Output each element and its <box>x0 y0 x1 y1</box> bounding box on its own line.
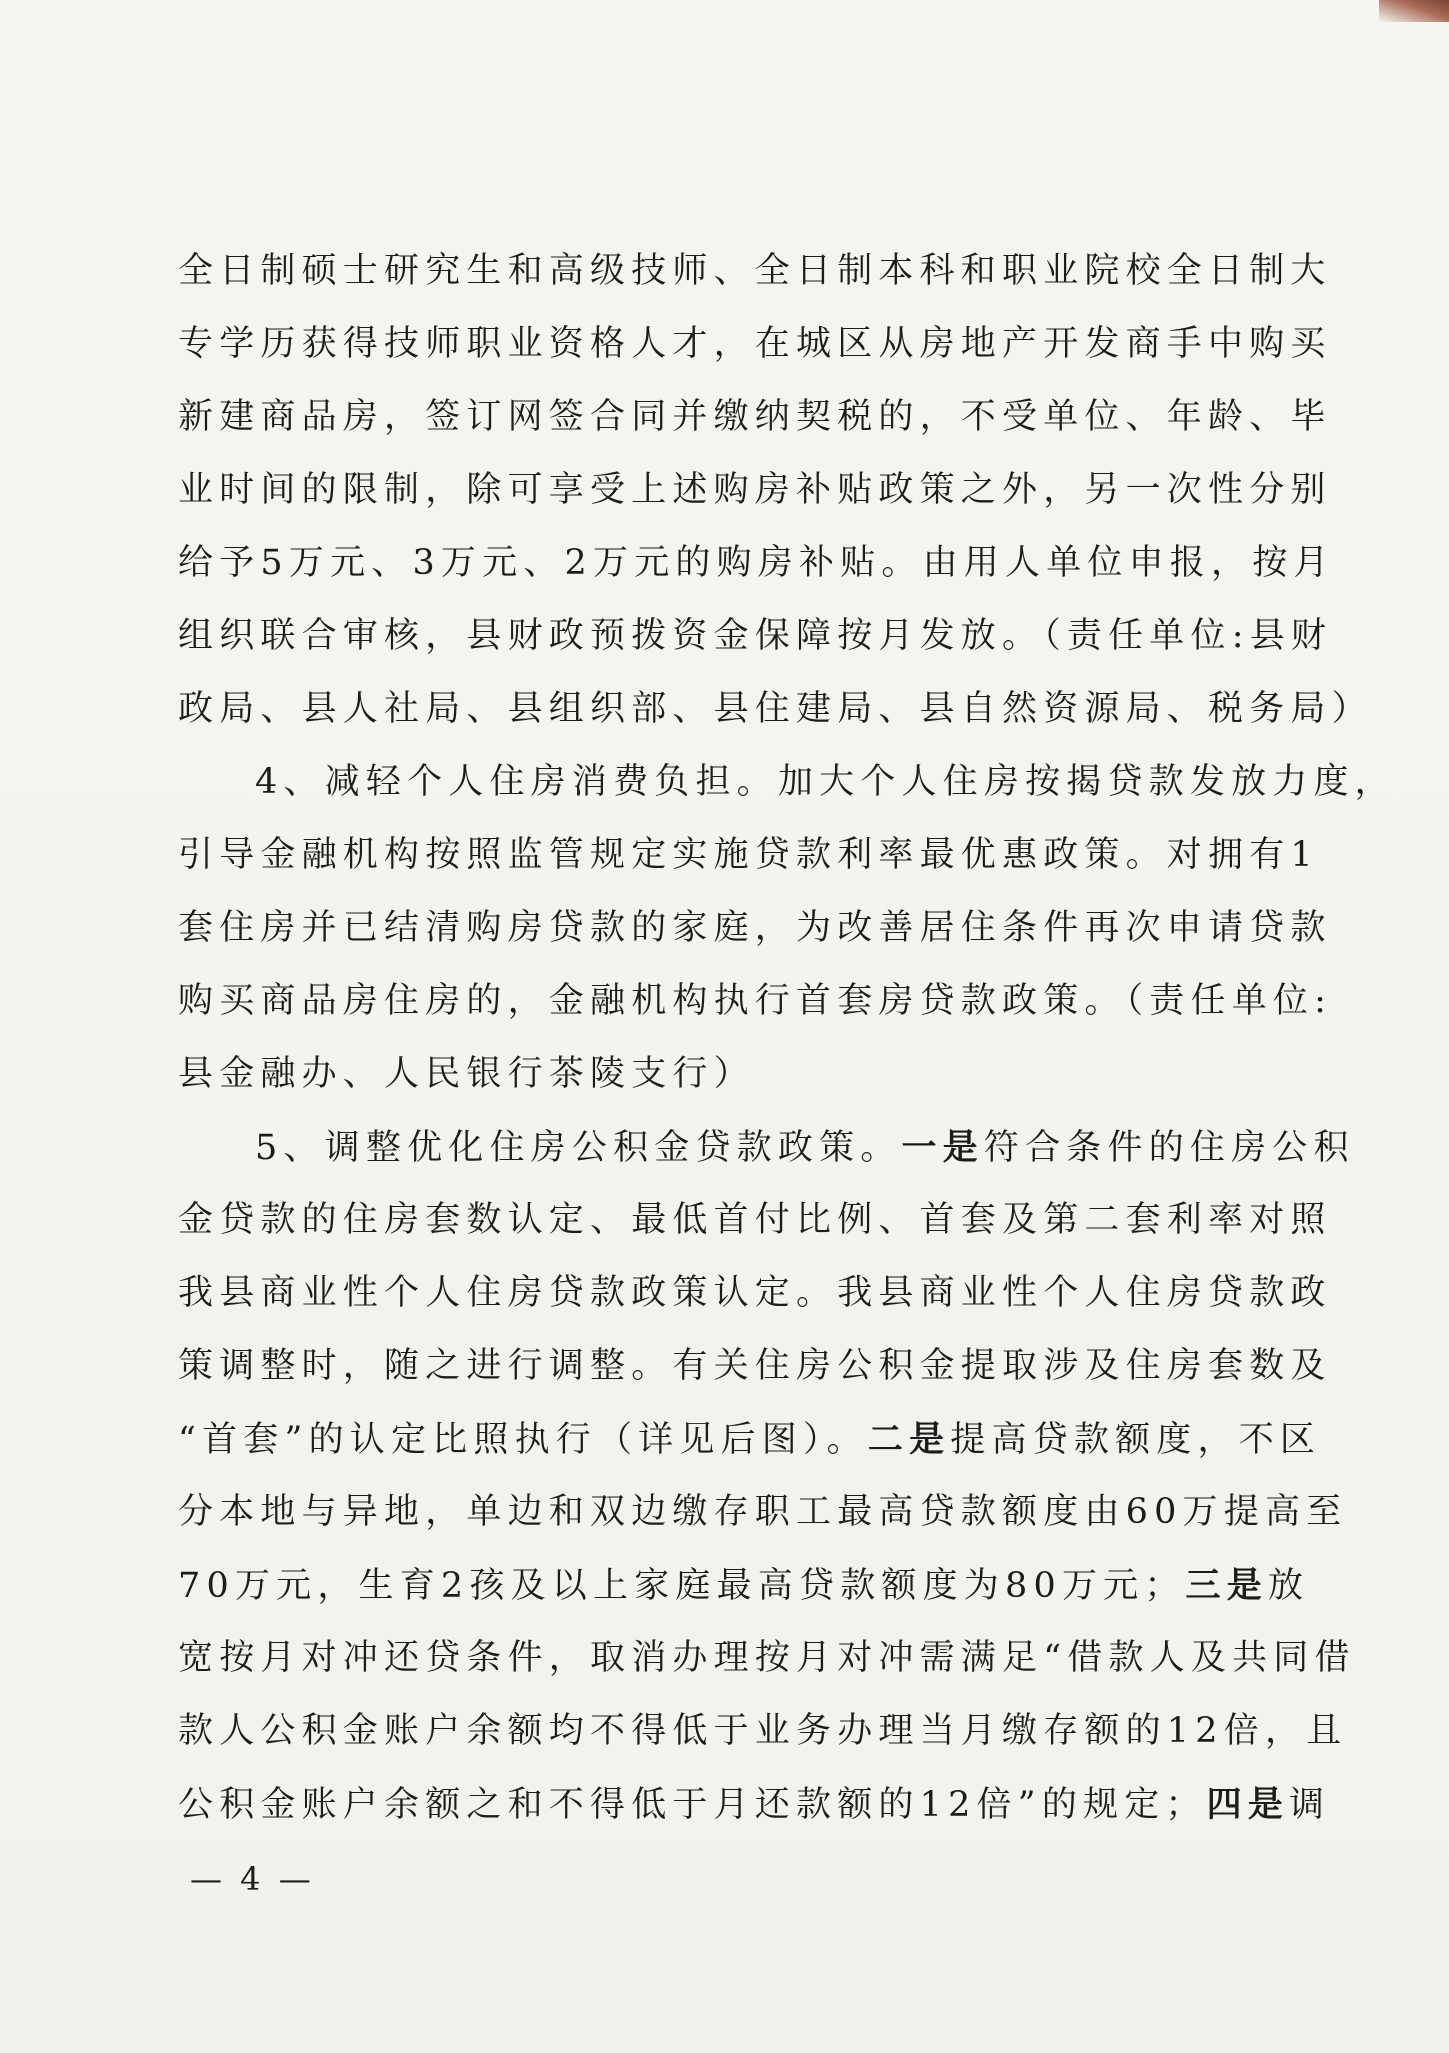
bold-text-segment: 二是 <box>867 1419 951 1460</box>
text-segment: 宽按月对冲还贷条件，取消办理按月对冲需满足“借款人及共同借 <box>178 1638 1356 1678</box>
text-segment: 公积金账户余额之和不得低于月还款额的12倍”的规定； <box>178 1785 1207 1825</box>
text-line <box>178 819 1319 892</box>
bold-text-segment: 三是 <box>1185 1565 1268 1606</box>
text-segment: 县金融办、人民银行茶陵支行） <box>178 1054 755 1094</box>
text-segment: 套住房并已结清购房贷款的家庭，为改善居住条件再次申请贷款 <box>178 908 1332 948</box>
text-line <box>178 1038 1288 1111</box>
text-segment: 专学历获得技师职业资格人才，在城区从房地产开发商手中购买 <box>178 324 1332 364</box>
text-line <box>178 1476 1348 1549</box>
text-line <box>178 1184 1332 1257</box>
text-line <box>178 746 1396 819</box>
text-segment: 引导金融机构按照监管规定实施贷款利率最优惠政策。对拥有1 <box>178 835 1319 875</box>
text-line <box>178 892 1332 965</box>
text-segment: 给予5万元、3万元、2万元的购房补贴。由用人单位申报，按月 <box>178 543 1335 583</box>
bold-text-segment: 四是 <box>1206 1784 1290 1825</box>
text-segment: 全日制硕士研究生和高级技师、全日制本科和职业院校全日制大 <box>178 251 1332 291</box>
text-segment: 我县商业性个人住房贷款政策认定。我县商业性个人住房贷款政 <box>178 1273 1332 1313</box>
text-segment: 购买商品房住房的，金融机构执行首套房贷款政策。（责任单位: <box>178 981 1333 1021</box>
text-segment: 符合条件的住房公积 <box>983 1128 1355 1168</box>
text-segment: “首套”的认定比照执行（详见后图）。 <box>178 1420 868 1460</box>
text-segment: 5、调整优化住房公积金贷款政策。 <box>255 1128 902 1168</box>
text-segment: 款人公积金账户余额均不得低于业务办理当月缴存额的12倍，且 <box>178 1711 1348 1751</box>
text-line <box>178 673 1373 746</box>
document-body <box>178 235 1396 1841</box>
text-line <box>178 381 1332 454</box>
text-segment: 组织联合审核，县财政预拨资金保障按月发放。（责任单位:县财 <box>178 616 1333 656</box>
text-line <box>178 1695 1348 1768</box>
text-line <box>178 1111 1355 1184</box>
text-line <box>178 1549 1310 1622</box>
text-line <box>178 1330 1332 1403</box>
text-line <box>178 235 1332 308</box>
page-corner-shadow <box>1379 0 1449 22</box>
text-line <box>178 308 1332 381</box>
text-line <box>178 1768 1331 1841</box>
text-segment: 政局、县人社局、县组织部、县住建局、县自然资源局、税务局） <box>178 689 1373 729</box>
text-line <box>178 1257 1332 1330</box>
text-segment: 分本地与异地，单边和双边缴存职工最高贷款额度由60万提高至 <box>178 1492 1348 1532</box>
text-line <box>178 600 1333 673</box>
bold-text-segment: 一是 <box>901 1127 984 1168</box>
text-line <box>178 1622 1356 1695</box>
text-segment: 金贷款的住房套数认定、最低首付比例、首套及第二套利率对照 <box>178 1200 1332 1240</box>
text-segment: 调 <box>1289 1785 1331 1825</box>
page-number: — 4 — <box>190 1860 315 1898</box>
text-segment: 4、减轻个人住房消费负担。加大个人住房按揭贷款发放力度， <box>255 762 1396 802</box>
text-line <box>178 527 1335 600</box>
text-segment: 提高贷款额度，不区 <box>950 1420 1322 1460</box>
text-line <box>178 965 1333 1038</box>
text-segment: 策调整时，随之进行调整。有关住房公积金提取涉及住房套数及 <box>178 1346 1332 1386</box>
text-line <box>178 454 1332 527</box>
text-line <box>178 1403 1322 1476</box>
text-segment: 放 <box>1267 1566 1310 1606</box>
text-segment: 新建商品房，签订网签合同并缴纳契税的，不受单位、年龄、毕 <box>178 397 1332 437</box>
text-segment: 70万元，生育2孩及以上家庭最高贷款额度为80万元； <box>178 1566 1186 1606</box>
text-segment: 业时间的限制，除可享受上述购房补贴政策之外，另一次性分别 <box>178 470 1332 510</box>
